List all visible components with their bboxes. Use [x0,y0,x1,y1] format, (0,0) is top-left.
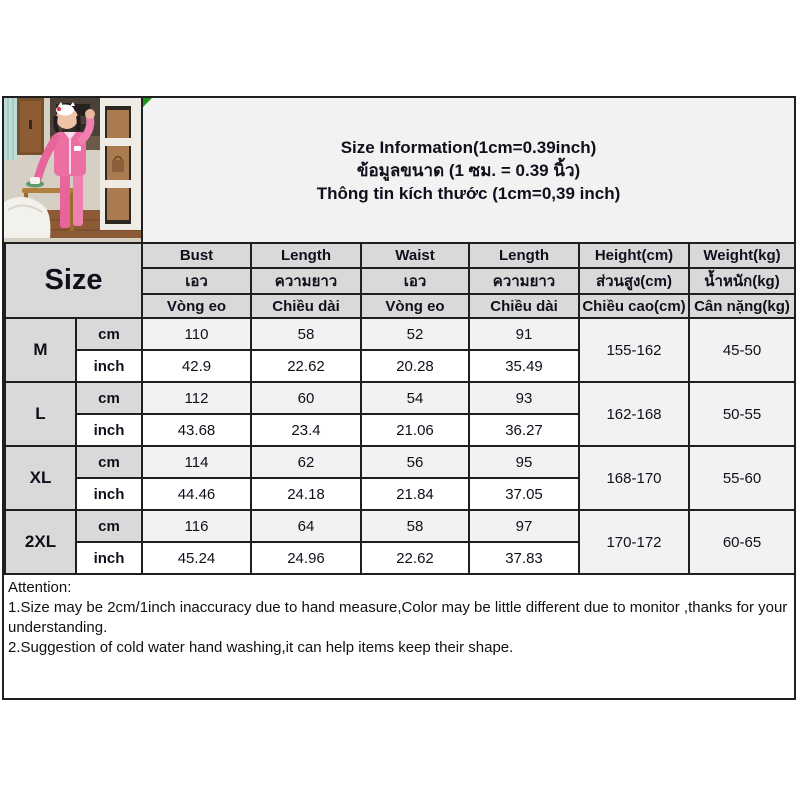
value-cell: 97 [469,510,579,542]
col-header-waist-en: Waist [361,243,469,268]
value-cell: 20.28 [361,350,469,382]
col-header-length1-vi: Chiều dài [251,294,361,318]
pajama-model-illustration [4,98,141,238]
size-corner-header: Size [5,243,142,318]
col-header-length2-en: Length [469,243,579,268]
col-header-length1-th: ความยาว [251,268,361,294]
value-cell: 44.46 [142,478,251,510]
height-range-xl: 168-170 [579,446,689,510]
size-label-m: M [5,318,76,382]
value-cell: 35.49 [469,350,579,382]
unit-label-cm: cm [76,446,142,478]
unit-label-cm: cm [76,510,142,542]
size-label-xl: XL [5,446,76,510]
unit-label-cm: cm [76,382,142,414]
excel-error-marker-icon [143,98,152,107]
value-cell: 110 [142,318,251,350]
col-header-bust-th: เอว [142,268,251,294]
unit-label-inch: inch [76,542,142,574]
header-row [4,98,794,242]
size-table [4,242,796,575]
value-cell: 24.18 [251,478,361,510]
unit-label-inch: inch [76,414,142,446]
weight-range-xl: 55-60 [689,446,795,510]
attention-heading: Attention: [8,579,72,596]
value-cell: 23.4 [251,414,361,446]
size-info-title [143,98,794,242]
value-cell: 22.62 [251,350,361,382]
col-header-weight-vi: Cân nặng(kg) [689,294,795,318]
value-cell: 91 [469,318,579,350]
product-photo [4,98,143,242]
value-cell: 58 [361,510,469,542]
col-header-bust-vi: Vòng eo [142,294,251,318]
attention-note-1: 1.Size may be 2cm/1inch inaccuracy due to hand measure,Color may be little different due to monitor ,thanks for your understanding. [8,599,788,636]
value-cell: 43.68 [142,414,251,446]
value-cell: 37.05 [469,478,579,510]
unit-label-cm: cm [76,318,142,350]
value-cell: 93 [469,382,579,414]
col-header-weight-en: Weight(kg) [689,243,795,268]
title-english: Size Information(1cm=0.39inch) [340,137,597,157]
unit-label-inch: inch [76,478,142,510]
value-cell: 22.62 [361,542,469,574]
value-cell: 21.06 [361,414,469,446]
col-header-weight-th: น้ำหนัก(kg) [689,268,795,294]
weight-range-m: 45-50 [689,318,795,382]
col-header-waist-vi: Vòng eo [361,294,469,318]
col-header-length2-th: ความยาว [469,268,579,294]
value-cell: 24.96 [251,542,361,574]
col-header-height-en: Height(cm) [579,243,689,268]
value-cell: 21.84 [361,478,469,510]
title-vietnamese: Thông tin kích thước (1cm=0,39 inch) [316,183,621,203]
unit-label-inch: inch [76,350,142,382]
value-cell: 52 [361,318,469,350]
col-header-length2-vi: Chiều dài [469,294,579,318]
value-cell: 45.24 [142,542,251,574]
height-range-m: 155-162 [579,318,689,382]
col-header-height-vi: Chiều cao(cm) [579,294,689,318]
value-cell: 42.9 [142,350,251,382]
value-cell: 112 [142,382,251,414]
col-header-length1-en: Length [251,243,361,268]
value-cell: 56 [361,446,469,478]
value-cell: 116 [142,510,251,542]
value-cell: 64 [251,510,361,542]
height-range-2xl: 170-172 [579,510,689,574]
attention-notes [4,575,794,658]
value-cell: 54 [361,382,469,414]
size-label-l: L [5,382,76,446]
value-cell: 95 [469,446,579,478]
title-thai: ข้อมูลขนาด (1 ซม. = 0.39 นิ้ว) [356,160,581,180]
col-header-height-th: ส่วนสูง(cm) [579,268,689,294]
col-header-waist-th: เอว [361,268,469,294]
weight-range-l: 50-55 [689,382,795,446]
col-header-bust-en: Bust [142,243,251,268]
height-range-l: 162-168 [579,382,689,446]
size-label-2xl: 2XL [5,510,76,574]
value-cell: 60 [251,382,361,414]
value-cell: 114 [142,446,251,478]
weight-range-2xl: 60-65 [689,510,795,574]
value-cell: 58 [251,318,361,350]
size-chart-sheet [2,96,796,700]
attention-note-2: 2.Suggestion of cold water hand washing,it can help items keep their shape. [8,639,514,656]
value-cell: 37.83 [469,542,579,574]
value-cell: 62 [251,446,361,478]
value-cell: 36.27 [469,414,579,446]
